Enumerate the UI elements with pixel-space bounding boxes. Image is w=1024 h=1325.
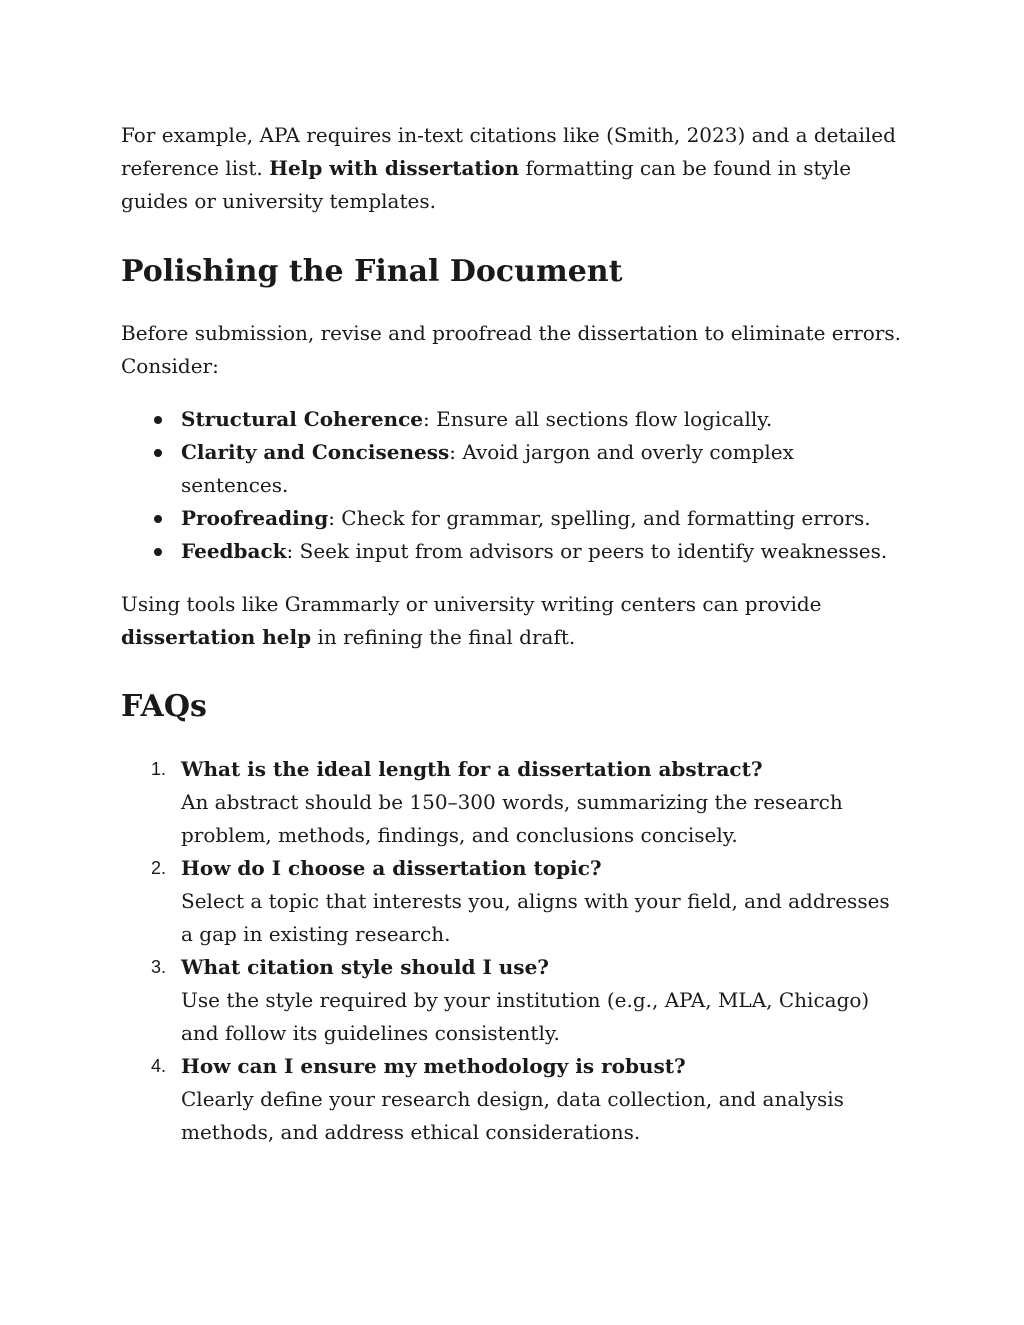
- faq-question: What citation style should I use?: [181, 955, 550, 979]
- faq-item: [121, 951, 901, 1050]
- list-item-term: Structural Coherence: [181, 407, 424, 431]
- faq-answer: Select a topic that interests you, aligns with your field, and addresses a gap in existing research.: [181, 889, 890, 946]
- tools-text-2: in refining the final draft.: [311, 625, 576, 649]
- list-item-desc: : Avoid jargon and overly complex sentences.: [181, 440, 794, 497]
- faq-item: [121, 1050, 901, 1149]
- faq-item: [121, 852, 901, 951]
- intro-text-1: For example, APA requires in-text citations like (Smith, 2023) and a detailed reference list.: [121, 123, 896, 180]
- faq-question: How do I choose a dissertation topic?: [181, 856, 602, 880]
- faqs-heading: FAQs: [121, 689, 207, 724]
- faq-list: [121, 753, 901, 1149]
- tools-paragraph: [121, 588, 901, 654]
- faq-question: What is the ideal length for a dissertation abstract?: [181, 757, 763, 781]
- list-item-desc: : Seek input from advisors or peers to identify weaknesses.: [286, 539, 888, 563]
- list-item-desc: : Ensure all sections flow logically.: [423, 407, 773, 431]
- list-item: [121, 403, 901, 436]
- bullet-icon: [154, 449, 162, 457]
- document-page: [121, 119, 901, 1149]
- intro-text-2: formatting can be found in style guides or university templates.: [121, 156, 852, 213]
- list-item-desc: : Check for grammar, spelling, and formatting errors.: [328, 506, 871, 530]
- list-item-term: Clarity and Conciseness: [181, 440, 450, 464]
- list-item-term: Proofreading: [181, 506, 329, 530]
- intro-bold-phrase: Help with dissertation: [269, 156, 520, 180]
- list-item: [121, 436, 901, 502]
- faq-number: 3.: [151, 957, 167, 977]
- polishing-heading: Polishing the Final Document: [121, 254, 623, 289]
- list-item: [121, 502, 901, 535]
- faq-answer: An abstract should be 150–300 words, summarizing the research problem, methods, findings, and conclusions concisely.: [181, 790, 843, 847]
- faq-number: 4.: [151, 1056, 167, 1076]
- list-item-term: Feedback: [181, 539, 287, 563]
- tools-bold-phrase: dissertation help: [121, 625, 312, 649]
- bullet-icon: [154, 515, 162, 523]
- faq-answer: Use the style required by your institution (e.g., APA, MLA, Chicago) and follow its guidelines consistently.: [181, 988, 870, 1045]
- faq-question: How can I ensure my methodology is robust?: [181, 1054, 686, 1078]
- consider-list: [121, 403, 901, 568]
- faq-answer: Clearly define your research design, data collection, and analysis methods, and address ethical considerations.: [181, 1087, 844, 1144]
- bullet-icon: [154, 416, 162, 424]
- list-item: [121, 535, 901, 568]
- faq-number: 2.: [151, 858, 167, 878]
- intro-paragraph: [121, 119, 901, 218]
- bullet-icon: [154, 548, 162, 556]
- tools-text-1: Using tools like Grammarly or university writing centers can provide: [121, 592, 822, 616]
- faq-number: 1.: [151, 759, 167, 779]
- faq-item: [121, 753, 901, 852]
- polishing-intro: Before submission, revise and proofread the dissertation to eliminate errors. Consider:: [121, 321, 901, 378]
